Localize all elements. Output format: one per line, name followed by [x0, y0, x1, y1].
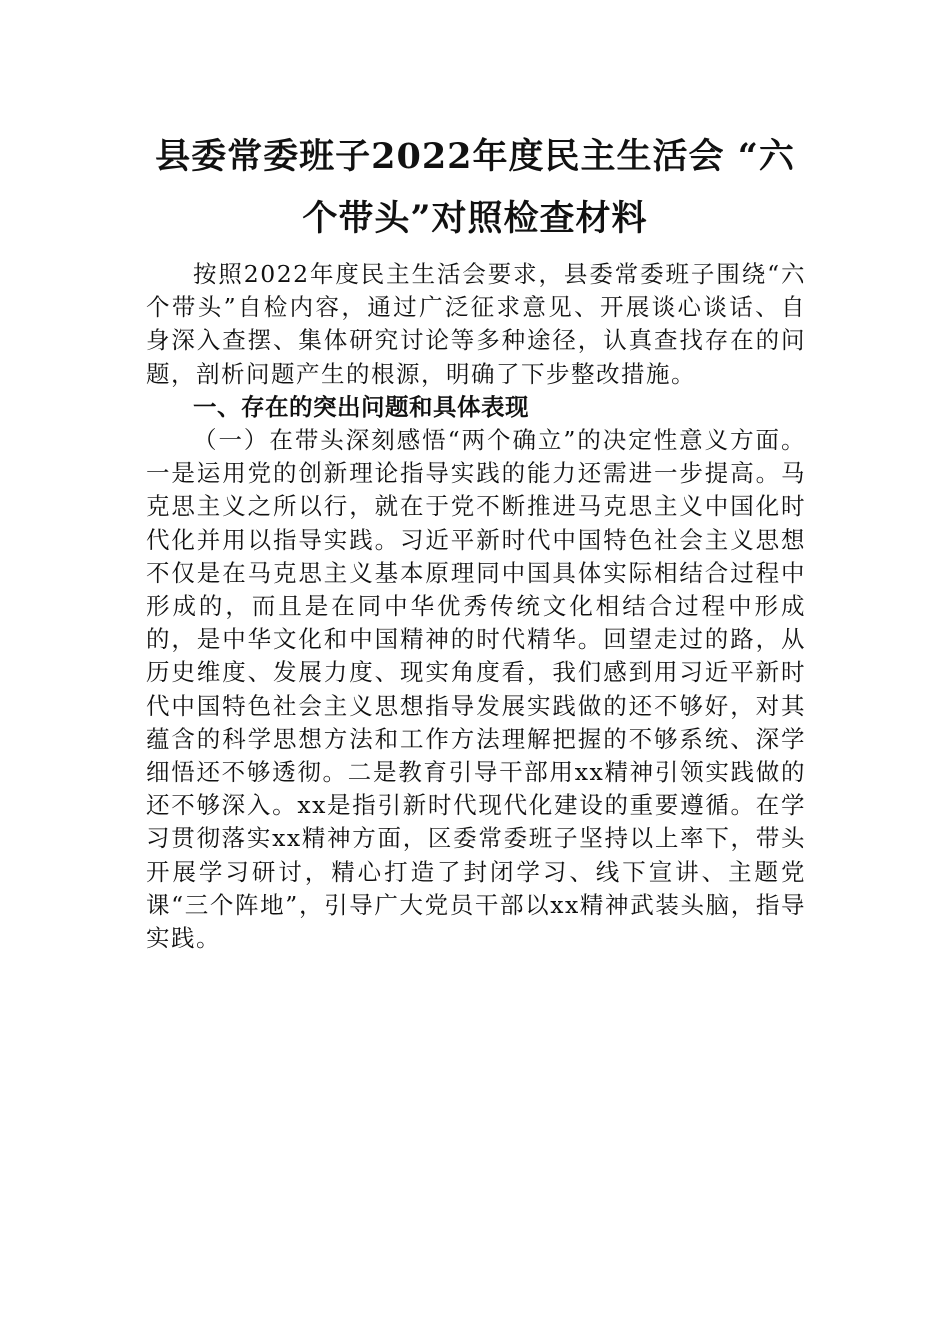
section-heading: 一、存在的突出问题和具体表现 [193, 392, 529, 421]
section-paragraph: （一）在带头深刻感悟“两个确立”的决定性意义方面。一是运用党的创新理论指导实践的能力还需进一步提高。马克思主义之所以行，就在于党不断推进马克思主义中国化时代化并用以指导实践。习近平新时代中国特色社会主义思想不仅是在马克思主义基本原理同中国具体实际相结合过程中形成的，而且是在同中华优秀传统文化相结合过程中形成的，是中华文化和中国精神的时代精华。回望走过的路，从历史维度、发展力度、现实角度看，我们感到用习近平新时代中国特色社会主义思想指导发展实践做的还不够好，对其蕴含的科学思想方法和工作方法理解把握的不够系统、深学细悟还不够透彻。二是教育引导干部用xx精神引领实践做的还不够深入。xx是指引新时代现代化建设的重要遵循。在学习贯彻落实xx精神方面，区委常委班子坚持以上率下，带头开展学习研讨，精心打造了封闭学习、线下宣讲、主题党课“三个阵地”，引导广大党员干部以xx精神武装头脑，指导实践。 [146, 426, 806, 953]
document-title: 县委常委班子2022年度民主生活会 “六个带头”对照检查材料 [155, 136, 795, 239]
document-body [146, 258, 806, 955]
intro-paragraph: 按照2022年度民主生活会要求，县委常委班子围绕“六个带头”自检内容，通过广泛征求意见、开展谈心谈话、自身深入查摆、集体研究讨论等多种途径，认真查找存在的问题，剖析问题产生的根源，明确了下步整改措施。 [146, 260, 806, 388]
